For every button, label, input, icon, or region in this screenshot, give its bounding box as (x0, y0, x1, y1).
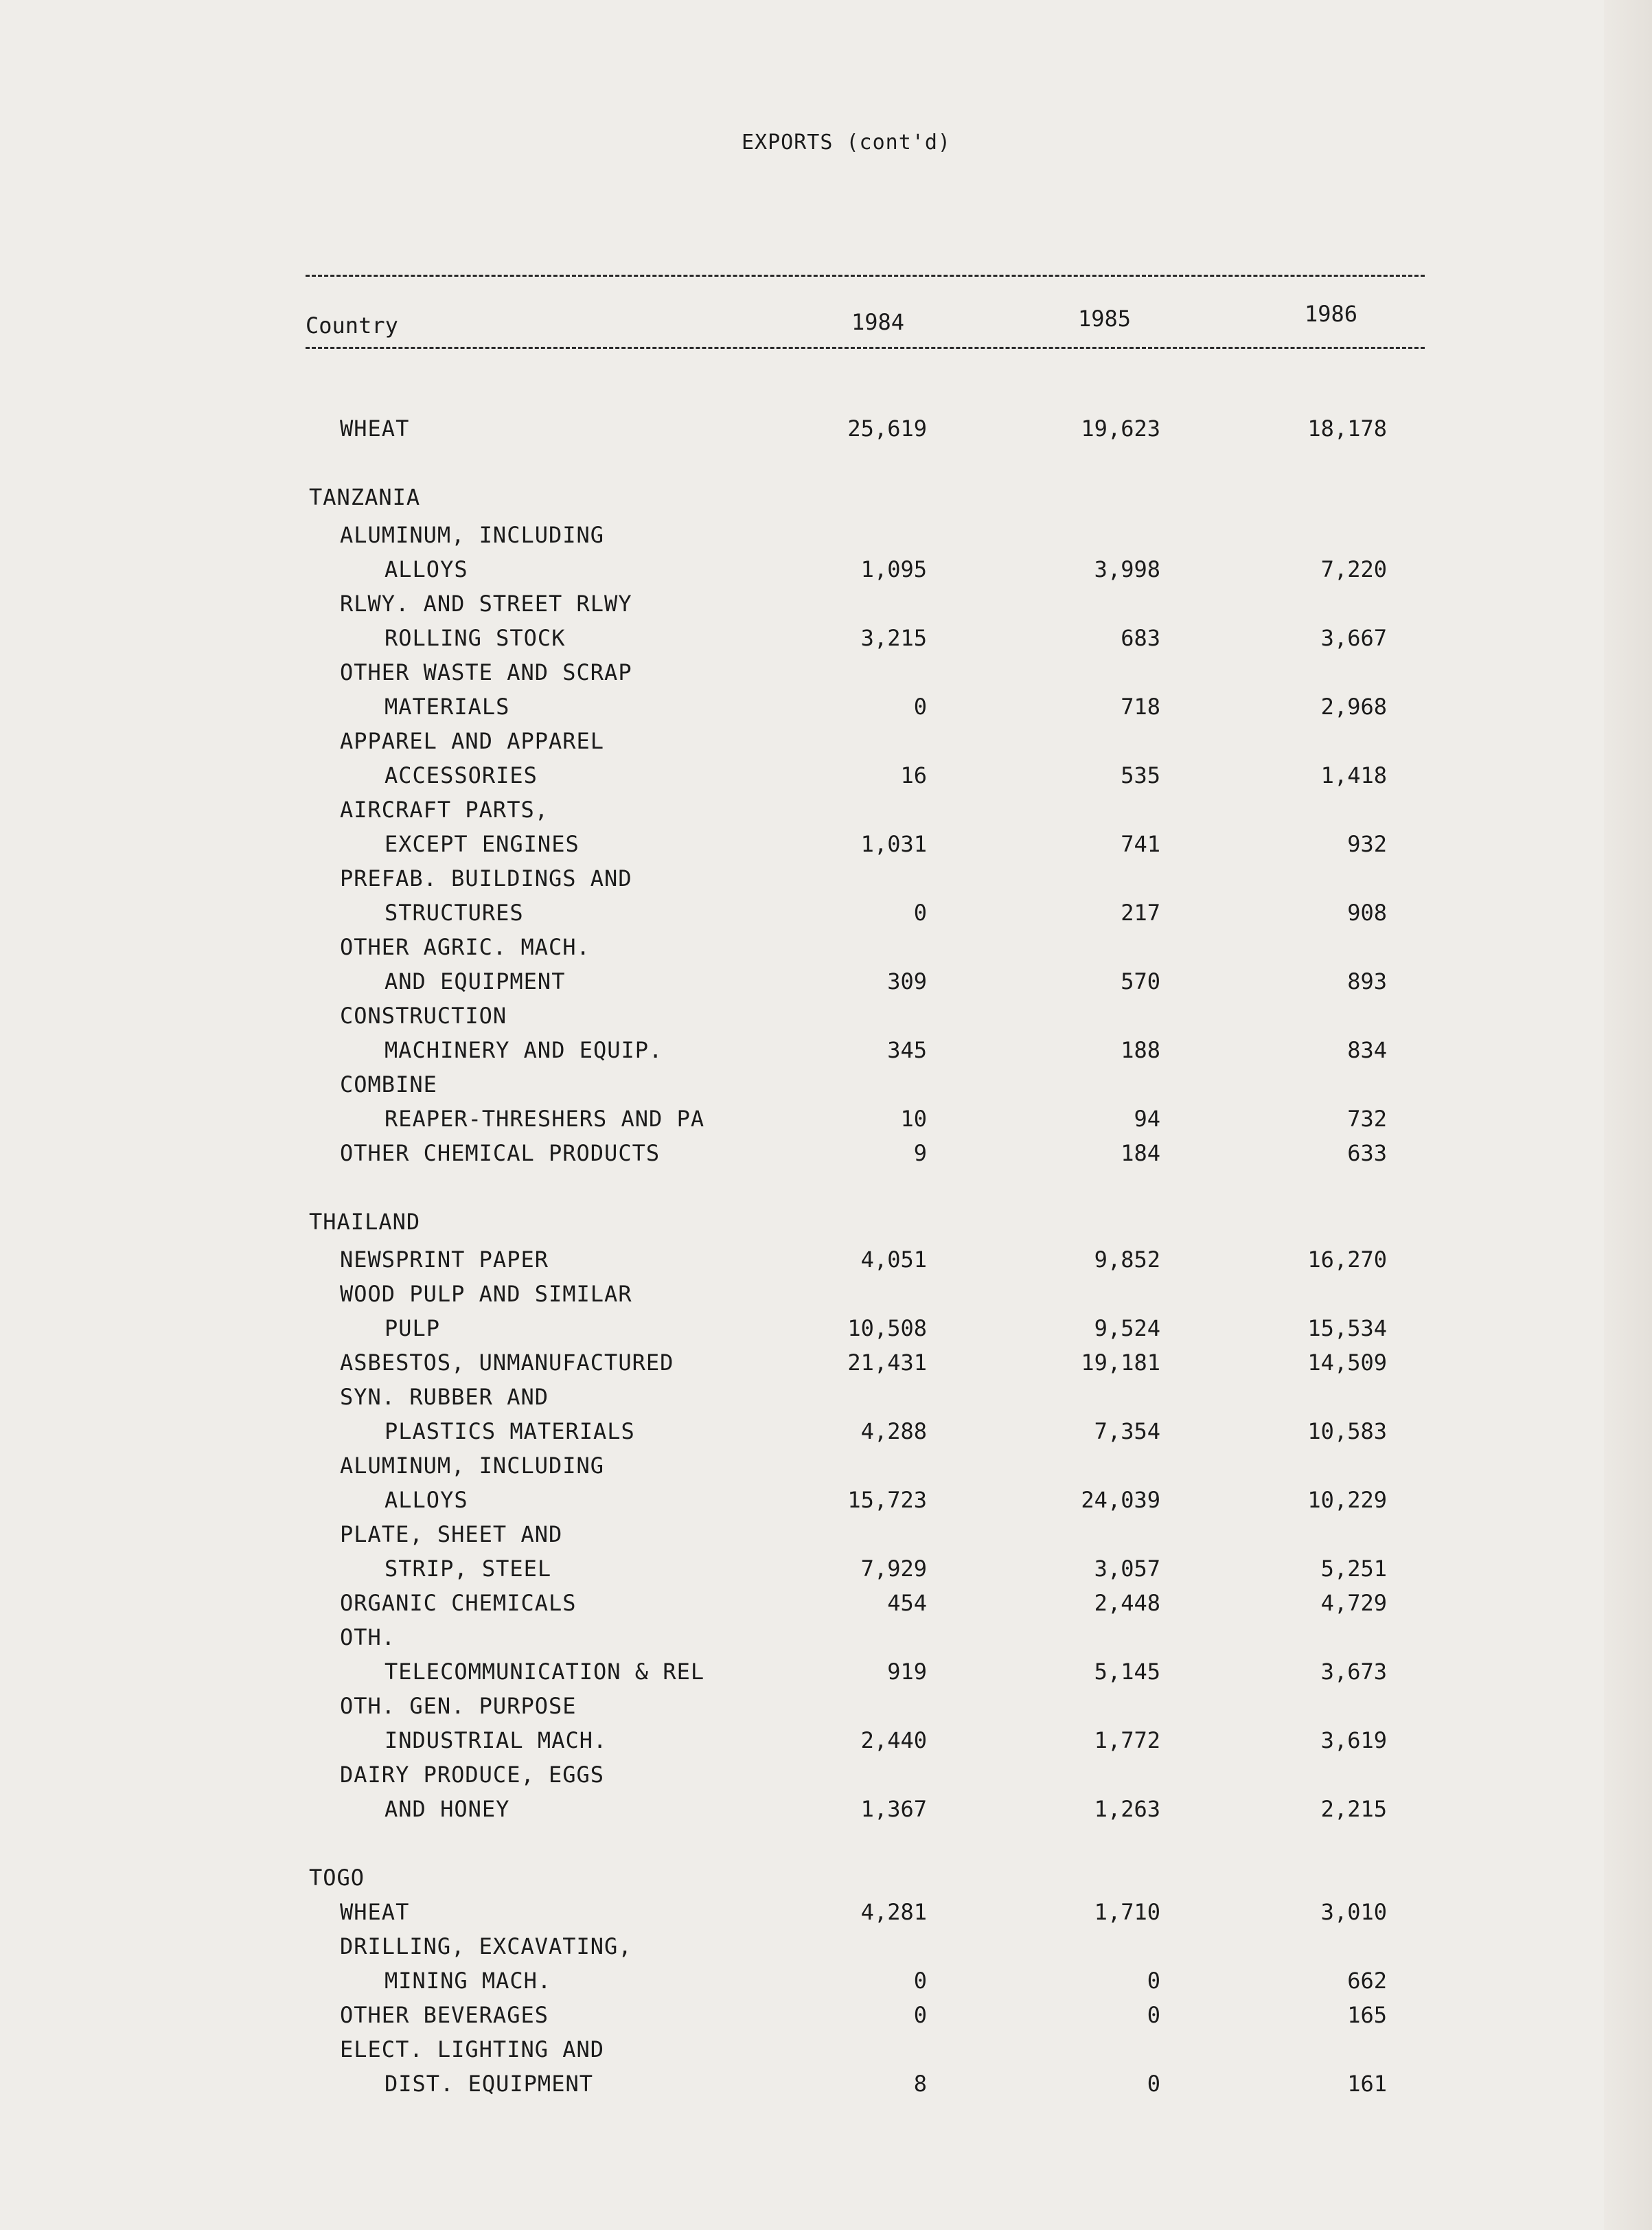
commodity-label: MINING MACH. (385, 1968, 552, 1994)
value-1984: 16 (900, 762, 927, 788)
table-row (0, 625, 1652, 659)
value-1984: 21,431 (847, 1350, 927, 1376)
commodity-label: SYN. RUBBER AND (340, 1384, 549, 1410)
value-1986: 10,229 (1307, 1487, 1387, 1513)
value-1986: 932 (1347, 831, 1387, 857)
value-1984: 7,929 (860, 1556, 927, 1582)
table-row (0, 556, 1652, 591)
value-1984: 4,288 (860, 1418, 927, 1444)
country-label: TOGO (309, 1865, 365, 1891)
table-row (0, 1933, 1652, 1968)
table-row (0, 831, 1652, 865)
value-1984: 0 (913, 1968, 927, 1994)
value-1985: 683 (1121, 625, 1160, 651)
commodity-label: OTHER AGRIC. MACH. (340, 934, 590, 960)
table-row (0, 694, 1652, 728)
value-1985: 2,448 (1094, 1590, 1160, 1616)
value-1984: 454 (887, 1590, 927, 1616)
value-1986: 15,534 (1307, 1315, 1387, 1341)
table-row (0, 1003, 1652, 1037)
table-row (0, 1899, 1652, 1933)
header-1985: 1985 (1078, 306, 1132, 332)
value-1985: 94 (1134, 1106, 1160, 1132)
value-1985: 3,057 (1094, 1556, 1160, 1582)
page-title: EXPORTS (cont'd) (742, 130, 951, 155)
table-row (0, 2036, 1652, 2071)
commodity-label: OTH. (340, 1624, 396, 1650)
country-label: THAILAND (309, 1209, 421, 1235)
commodity-label: STRIP, STEEL (385, 1556, 552, 1582)
value-1985: 19,181 (1081, 1350, 1160, 1376)
value-1986: 165 (1347, 2002, 1387, 2028)
table-row (0, 1106, 1652, 1140)
table-row (0, 1071, 1652, 1106)
value-1985: 9,524 (1094, 1315, 1160, 1341)
value-1986: 3,619 (1320, 1727, 1387, 1753)
value-1986: 2,215 (1320, 1796, 1387, 1822)
commodity-label: ALUMINUM, INCLUDING (340, 1453, 605, 1479)
commodity-label: AIRCRAFT PARTS, (340, 797, 549, 823)
table-row (0, 1659, 1652, 1693)
table-row (0, 1762, 1652, 1796)
table-row (0, 1384, 1652, 1418)
table-row (0, 1281, 1652, 1315)
value-1984: 25,619 (847, 416, 927, 442)
table-row (0, 1624, 1652, 1659)
value-1986: 16,270 (1307, 1247, 1387, 1273)
commodity-label: INDUSTRIAL MACH. (385, 1727, 608, 1753)
value-1985: 188 (1121, 1037, 1160, 1063)
table-row (0, 522, 1652, 556)
commodity-label: TELECOMMUNICATION & REL (385, 1659, 705, 1685)
table-row (0, 2071, 1652, 2105)
table-row (0, 762, 1652, 797)
table-row (0, 728, 1652, 762)
table-row (0, 2002, 1652, 2036)
commodity-label: RLWY. AND STREET RLWY (340, 591, 632, 617)
value-1986: 3,667 (1320, 625, 1387, 651)
commodity-label: PLASTICS MATERIALS (385, 1418, 635, 1444)
value-1984: 1,031 (860, 831, 927, 857)
commodity-label: WHEAT (340, 416, 410, 442)
value-1986: 633 (1347, 1140, 1387, 1166)
table-row (0, 1350, 1652, 1384)
value-1985: 1,710 (1094, 1899, 1160, 1925)
commodity-label: ALUMINUM, INCLUDING (340, 522, 605, 548)
value-1986: 662 (1347, 1968, 1387, 1994)
value-1984: 309 (887, 968, 927, 994)
table-row (0, 1968, 1652, 2002)
value-1985: 24,039 (1081, 1487, 1160, 1513)
table-row (0, 797, 1652, 831)
commodity-label: WHEAT (340, 1899, 410, 1925)
value-1986: 4,729 (1320, 1590, 1387, 1616)
value-1986: 834 (1347, 1037, 1387, 1063)
commodity-label: PULP (385, 1315, 441, 1341)
header-1984: 1984 (851, 309, 905, 335)
table-row (0, 1796, 1652, 1830)
table-row (0, 1037, 1652, 1071)
value-1985: 741 (1121, 831, 1160, 857)
value-1986: 18,178 (1307, 416, 1387, 442)
commodity-label: NEWSPRINT PAPER (340, 1247, 549, 1273)
value-1986: 732 (1347, 1106, 1387, 1132)
commodity-label: DAIRY PRODUCE, EGGS (340, 1762, 605, 1788)
value-1984: 8 (913, 2071, 927, 2097)
value-1984: 0 (913, 2002, 927, 2028)
value-1986: 5,251 (1320, 1556, 1387, 1582)
table-row (0, 659, 1652, 694)
value-1984: 10,508 (847, 1315, 927, 1341)
header-1986: 1986 (1305, 301, 1358, 327)
commodity-label: ASBESTOS, UNMANUFACTURED (340, 1350, 674, 1376)
value-1986: 3,010 (1320, 1899, 1387, 1925)
table-row (0, 1487, 1652, 1521)
value-1986: 908 (1347, 900, 1387, 926)
commodity-label: COMBINE (340, 1071, 437, 1097)
value-1984: 15,723 (847, 1487, 927, 1513)
value-1985: 0 (1147, 2002, 1160, 2028)
commodity-label: ORGANIC CHEMICALS (340, 1590, 577, 1616)
value-1984: 4,051 (860, 1247, 927, 1273)
header-country: Country (306, 312, 398, 339)
value-1986: 14,509 (1307, 1350, 1387, 1376)
table-row (0, 865, 1652, 900)
table-row (0, 1865, 1652, 1899)
commodity-label: CONSTRUCTION (340, 1003, 507, 1029)
commodity-label: OTHER BEVERAGES (340, 2002, 549, 2028)
commodity-label: REAPER-THRESHERS AND PA (385, 1106, 705, 1132)
value-1984: 919 (887, 1659, 927, 1685)
value-1985: 3,998 (1094, 556, 1160, 582)
value-1986: 893 (1347, 968, 1387, 994)
value-1984: 2,440 (860, 1727, 927, 1753)
country-label: TANZANIA (309, 484, 421, 510)
value-1985: 19,623 (1081, 416, 1160, 442)
commodity-label: OTHER CHEMICAL PRODUCTS (340, 1140, 661, 1166)
commodity-label: MACHINERY AND EQUIP. (385, 1037, 663, 1063)
value-1984: 9 (913, 1140, 927, 1166)
table-row (0, 934, 1652, 968)
value-1986: 3,673 (1320, 1659, 1387, 1685)
commodity-label: DIST. EQUIPMENT (385, 2071, 593, 2097)
commodity-label: AND EQUIPMENT (385, 968, 566, 994)
top-rule (306, 275, 1425, 277)
value-1985: 1,772 (1094, 1727, 1160, 1753)
value-1985: 1,263 (1094, 1796, 1160, 1822)
table-row (0, 1521, 1652, 1556)
value-1984: 0 (913, 900, 927, 926)
value-1985: 5,145 (1094, 1659, 1160, 1685)
table-row (0, 900, 1652, 934)
value-1984: 3,215 (860, 625, 927, 651)
table-row (0, 1418, 1652, 1453)
commodity-label: ACCESSORIES (385, 762, 538, 788)
commodity-label: PREFAB. BUILDINGS AND (340, 865, 632, 891)
table-row (0, 1453, 1652, 1487)
commodity-label: ALLOYS (385, 1487, 468, 1513)
table-row (0, 1727, 1652, 1762)
value-1984: 345 (887, 1037, 927, 1063)
table-row (0, 1590, 1652, 1624)
value-1985: 718 (1121, 694, 1160, 720)
commodity-label: EXCEPT ENGINES (385, 831, 580, 857)
value-1986: 1,418 (1320, 762, 1387, 788)
value-1984: 1,095 (860, 556, 927, 582)
value-1986: 7,220 (1320, 556, 1387, 582)
commodity-label: STRUCTURES (385, 900, 524, 926)
commodity-label: OTHER WASTE AND SCRAP (340, 659, 632, 685)
table-row (0, 1247, 1652, 1281)
value-1985: 0 (1147, 1968, 1160, 1994)
value-1984: 4,281 (860, 1899, 927, 1925)
commodity-label: WOOD PULP AND SIMILAR (340, 1281, 632, 1307)
commodity-label: DRILLING, EXCAVATING, (340, 1933, 632, 1959)
value-1985: 0 (1147, 2071, 1160, 2097)
value-1985: 217 (1121, 900, 1160, 926)
value-1986: 10,583 (1307, 1418, 1387, 1444)
commodity-label: MATERIALS (385, 694, 510, 720)
value-1984: 0 (913, 694, 927, 720)
value-1984: 10 (900, 1106, 927, 1132)
commodity-label: OTH. GEN. PURPOSE (340, 1693, 577, 1719)
table-row (0, 1693, 1652, 1727)
table-row (0, 1315, 1652, 1350)
value-1985: 184 (1121, 1140, 1160, 1166)
commodity-label: APPAREL AND APPAREL (340, 728, 605, 754)
header-rule (306, 347, 1425, 349)
table-row (0, 968, 1652, 1003)
value-1985: 7,354 (1094, 1418, 1160, 1444)
value-1986: 161 (1347, 2071, 1387, 2097)
table-row (0, 591, 1652, 625)
commodity-label: ELECT. LIGHTING AND (340, 2036, 605, 2062)
table-row (0, 1209, 1652, 1243)
value-1985: 9,852 (1094, 1247, 1160, 1273)
commodity-label: ALLOYS (385, 556, 468, 582)
table-row (0, 484, 1652, 519)
value-1986: 2,968 (1320, 694, 1387, 720)
commodity-label: AND HONEY (385, 1796, 510, 1822)
value-1985: 535 (1121, 762, 1160, 788)
value-1985: 570 (1121, 968, 1160, 994)
commodity-label: PLATE, SHEET AND (340, 1521, 563, 1547)
table-row (0, 416, 1652, 450)
table-row (0, 1556, 1652, 1590)
commodity-label: ROLLING STOCK (385, 625, 566, 651)
table-row (0, 1140, 1652, 1174)
value-1984: 1,367 (860, 1796, 927, 1822)
